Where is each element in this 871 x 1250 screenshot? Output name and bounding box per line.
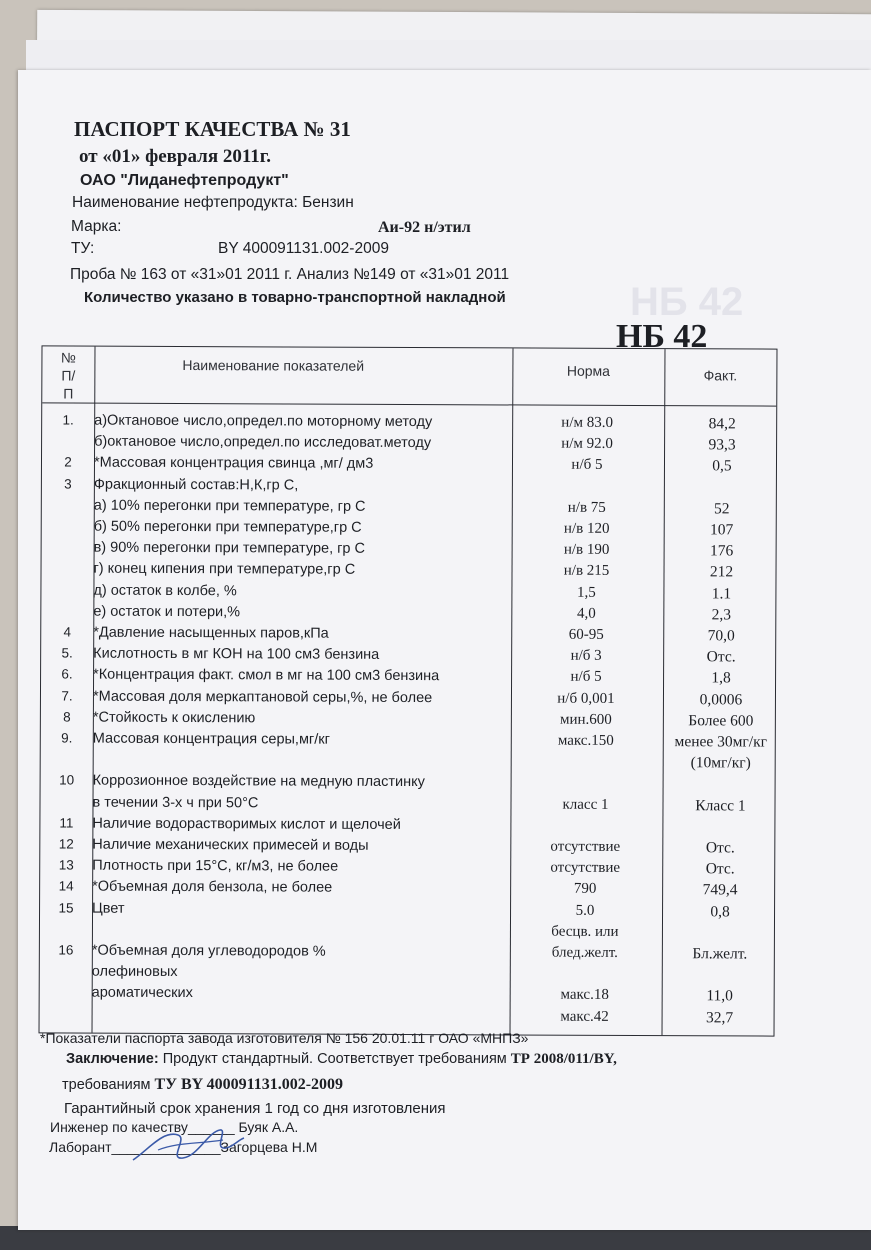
tu-value: BY 400091131.002-2009	[218, 240, 389, 257]
row-number: 12	[58, 836, 74, 852]
header-num-line: П/	[61, 367, 76, 384]
row-fact: 749,4	[702, 881, 738, 899]
row-fact: 176	[709, 542, 734, 560]
engineer-label: Инженер по качеству	[50, 1119, 188, 1135]
table-row	[40, 858, 774, 882]
row-number: 10	[59, 772, 75, 788]
row-norm: 5.0	[575, 902, 595, 919]
row-fact: 11,0	[706, 987, 733, 1005]
header-num-line: №	[60, 349, 77, 366]
row-norm: отсутствие	[550, 838, 621, 855]
row-indicator: *Массовая концентрация свинца ,мг/ дм3	[93, 455, 374, 473]
row-fact: 84,2	[708, 415, 736, 433]
header-num	[42, 348, 94, 402]
table-row	[42, 476, 776, 500]
row-fact: 52	[714, 500, 730, 518]
row-indicator: *Объемная доля бензола, не более	[92, 879, 333, 897]
row-indicator: в течении 3-х ч при 50°С	[92, 794, 259, 811]
header-name: Наименование показателей	[182, 357, 365, 374]
row-indicator: а) 10% перегонки при температуре, гр С	[93, 497, 366, 515]
table-row	[40, 900, 774, 924]
table-row	[40, 964, 774, 988]
row-indicator: *Стойкость к окислению	[92, 709, 256, 727]
row-number: 7.	[61, 688, 73, 704]
row-indicator: олефиновых	[91, 963, 178, 981]
row-norm: н/б 0,001	[557, 690, 615, 707]
row-norm	[510, 966, 660, 967]
header-norm: Норма	[566, 362, 610, 379]
table-row	[41, 624, 775, 648]
row-norm: 790	[573, 881, 597, 898]
row-norm: н/б 5	[571, 457, 603, 474]
table-row	[40, 879, 774, 903]
quality-table	[39, 345, 778, 1036]
header-divider	[42, 402, 776, 406]
row-number: 14	[58, 878, 74, 894]
row-fact: 0,5	[712, 457, 732, 475]
table-row	[41, 730, 775, 754]
tu-label: ТУ:	[71, 240, 95, 257]
row-norm: отсутствие	[550, 859, 621, 877]
requirements-value: ТУ BY 400091131.002-2009	[154, 1076, 344, 1093]
table-row	[40, 836, 774, 860]
row-fact: Отс.	[706, 648, 736, 666]
document-date: от «01» февраля 2011г.	[79, 146, 272, 167]
row-indicator: е) остаток и потери,%	[93, 603, 241, 621]
row-number: 4	[63, 624, 72, 640]
row-indicator: б) 50% перегонки при температуре,гр С	[93, 518, 362, 536]
table-row	[42, 434, 776, 458]
requirements-label: требованиям	[62, 1077, 155, 1093]
conclusion-text: Продукт стандартный. Соответствует требованиям	[158, 1051, 511, 1067]
row-indicator: *Массовая доля меркаптановой серы,%, не более	[92, 688, 433, 706]
row-fact: 32,7	[705, 1008, 734, 1027]
row-indicator: б)октановое число,определ.по исследоват.методу	[94, 433, 432, 452]
row-number: 5.	[61, 645, 73, 661]
quantity-note: Количество указано в товарно-транспортной накладной	[84, 289, 506, 306]
row-fact: 93,3	[708, 436, 736, 454]
row-fact: 70,0	[707, 627, 735, 645]
document-title: ПАСПОРТ КАЧЕСТВА № 31	[74, 117, 351, 141]
row-indicator: *Концентрация факт. смол в мг на 100 см3 бензина	[93, 667, 440, 685]
row-indicator: а)Октановое число,определ.по моторному методу	[94, 412, 433, 431]
row-norm: бесцв. или	[551, 923, 619, 940]
row-indicator: ароматических	[91, 985, 193, 1002]
row-number: 11	[59, 815, 74, 831]
table-row	[40, 921, 774, 945]
row-number: 15	[58, 900, 74, 916]
row-fact: 107	[710, 521, 734, 539]
row-norm: макс.18	[560, 987, 609, 1004]
row-norm: макс.150	[557, 732, 614, 749]
product-label: Наименование нефтепродукта: Бензин	[72, 194, 354, 211]
row-fact: 2,3	[711, 606, 732, 624]
row-norm: 4,0	[576, 605, 596, 622]
bleed-through-text: НБ 42	[630, 280, 744, 324]
row-indicator: Кислотность в мг КОН на 100 см3 бензина	[93, 645, 380, 664]
table-row	[41, 667, 775, 691]
table-row	[41, 752, 775, 776]
row-fact: Отс.	[705, 860, 735, 878]
row-indicator: г) конец кипения при температуре,гр С	[93, 561, 356, 579]
row-fact: Бл.желт.	[692, 945, 748, 963]
footnote: *Показатели паспорта завода изготовителя № 156 20.01.11 г ОАО «МНПЗ»	[40, 1030, 529, 1046]
row-indicator: *Объемная доля углеводородов %	[91, 942, 326, 960]
company-name: ОАО "Лиданефтепродукт"	[80, 172, 289, 189]
conclusion-label: Заключение:	[66, 1051, 159, 1067]
row-number: 6.	[61, 666, 73, 682]
row-norm: макс.42	[560, 1008, 609, 1025]
row-fact: 212	[709, 563, 734, 581]
row-fact: 1,8	[711, 669, 731, 687]
sample-info: Проба № 163 от «31»01 2011 г. Анализ №149 от «31»01 2011	[70, 266, 510, 283]
warranty: Гарантийный срок хранения 1 год со дня изготовления	[64, 1100, 446, 1117]
row-norm: н/в 190	[563, 541, 610, 559]
table-row	[41, 603, 775, 627]
table-row	[42, 540, 776, 564]
table-row	[40, 1006, 774, 1030]
table-row	[40, 985, 774, 1009]
row-norm: н/м 92.0	[561, 435, 613, 453]
row-norm: н/в 75	[567, 499, 606, 516]
row-norm: н/в 215	[563, 563, 610, 580]
engineer-name: Буяк А.А.	[238, 1119, 299, 1135]
row-indicator: Коррозионное воздействие на медную пластинку	[92, 773, 425, 791]
row-fact: 1.1	[711, 584, 732, 603]
row-norm: 60-95	[568, 626, 604, 643]
row-fact: 0,0006	[699, 690, 743, 709]
tank-number: НБ 42	[616, 318, 708, 355]
row-fact: Отс.	[705, 839, 735, 857]
lab-label: Лаборант	[49, 1139, 112, 1155]
table-row	[41, 561, 775, 585]
row-norm	[510, 817, 660, 818]
row-norm	[511, 754, 661, 755]
row-number: 2	[64, 454, 72, 470]
table-row	[40, 942, 774, 966]
row-norm	[512, 478, 662, 479]
row-number: 1.	[62, 412, 74, 428]
conclusion	[66, 1051, 617, 1068]
row-indicator: *Давление насыщенных паров,кПа	[93, 624, 329, 642]
row-indicator: Фракционный состав:Н,К,гр С,	[93, 476, 299, 494]
row-norm: н/в 120	[563, 520, 610, 537]
row-norm: 1,5	[577, 584, 596, 601]
lab-name: Загорцева Н.М	[220, 1139, 318, 1155]
row-fact: 0,8	[710, 902, 730, 920]
requirements	[62, 1076, 343, 1094]
brand-label: Марка:	[71, 218, 122, 235]
handwritten-signature	[128, 1120, 248, 1170]
table-row	[42, 455, 776, 479]
table-row	[41, 709, 775, 733]
header-num-line: П	[63, 385, 74, 402]
table-row	[41, 688, 775, 712]
table-row	[42, 497, 776, 521]
table-row	[41, 773, 775, 797]
row-indicator: Плотность при 15°С, кг/м3, не более	[92, 857, 339, 875]
row-norm	[511, 775, 661, 776]
row-norm: н/б 5	[570, 669, 602, 686]
row-fact: (10мг/кг)	[690, 754, 751, 772]
lab-signature-line: ______________	[111, 1139, 221, 1155]
row-indicator: Наличие механических примесей и воды	[92, 836, 369, 854]
row-number: 8	[63, 709, 71, 725]
row-indicator: Массовая концентрация серы,мг/кг	[92, 730, 330, 748]
header-fact: Факт.	[703, 367, 738, 384]
row-fact: менее 30мг/кг	[674, 733, 768, 751]
row-norm: н/б 3	[570, 647, 602, 665]
table-row	[40, 794, 774, 818]
row-number: 16	[58, 942, 74, 958]
table-row	[41, 646, 775, 670]
engineer-signature-line: ______	[187, 1119, 235, 1135]
row-norm: н/м 83.0	[561, 414, 614, 431]
row-number: 3	[64, 476, 72, 492]
conclusion-tr: ТР 2008/011/BY,	[510, 1051, 617, 1067]
row-number: 9.	[61, 730, 73, 746]
row-indicator: Наличие водорастворимых кислот и щелочей	[92, 815, 401, 833]
row-norm: класс 1	[562, 796, 609, 813]
table-row	[42, 518, 776, 542]
table-row	[41, 582, 775, 606]
table-row	[42, 412, 776, 436]
row-indicator: в) 90% перегонки при температуре, гр С	[93, 539, 366, 557]
row-number: 13	[58, 857, 74, 873]
row-norm: мин.600	[559, 711, 612, 728]
table-row	[40, 815, 774, 839]
row-norm: блед.желт.	[551, 944, 618, 961]
row-fact: Более 600	[688, 712, 754, 730]
brand-value: Аи-92 н/этил	[378, 219, 471, 236]
row-indicator: Цвет	[92, 900, 125, 917]
row-indicator: д) остаток в колбе, %	[93, 582, 237, 599]
row-fact: Класс 1	[695, 796, 746, 815]
